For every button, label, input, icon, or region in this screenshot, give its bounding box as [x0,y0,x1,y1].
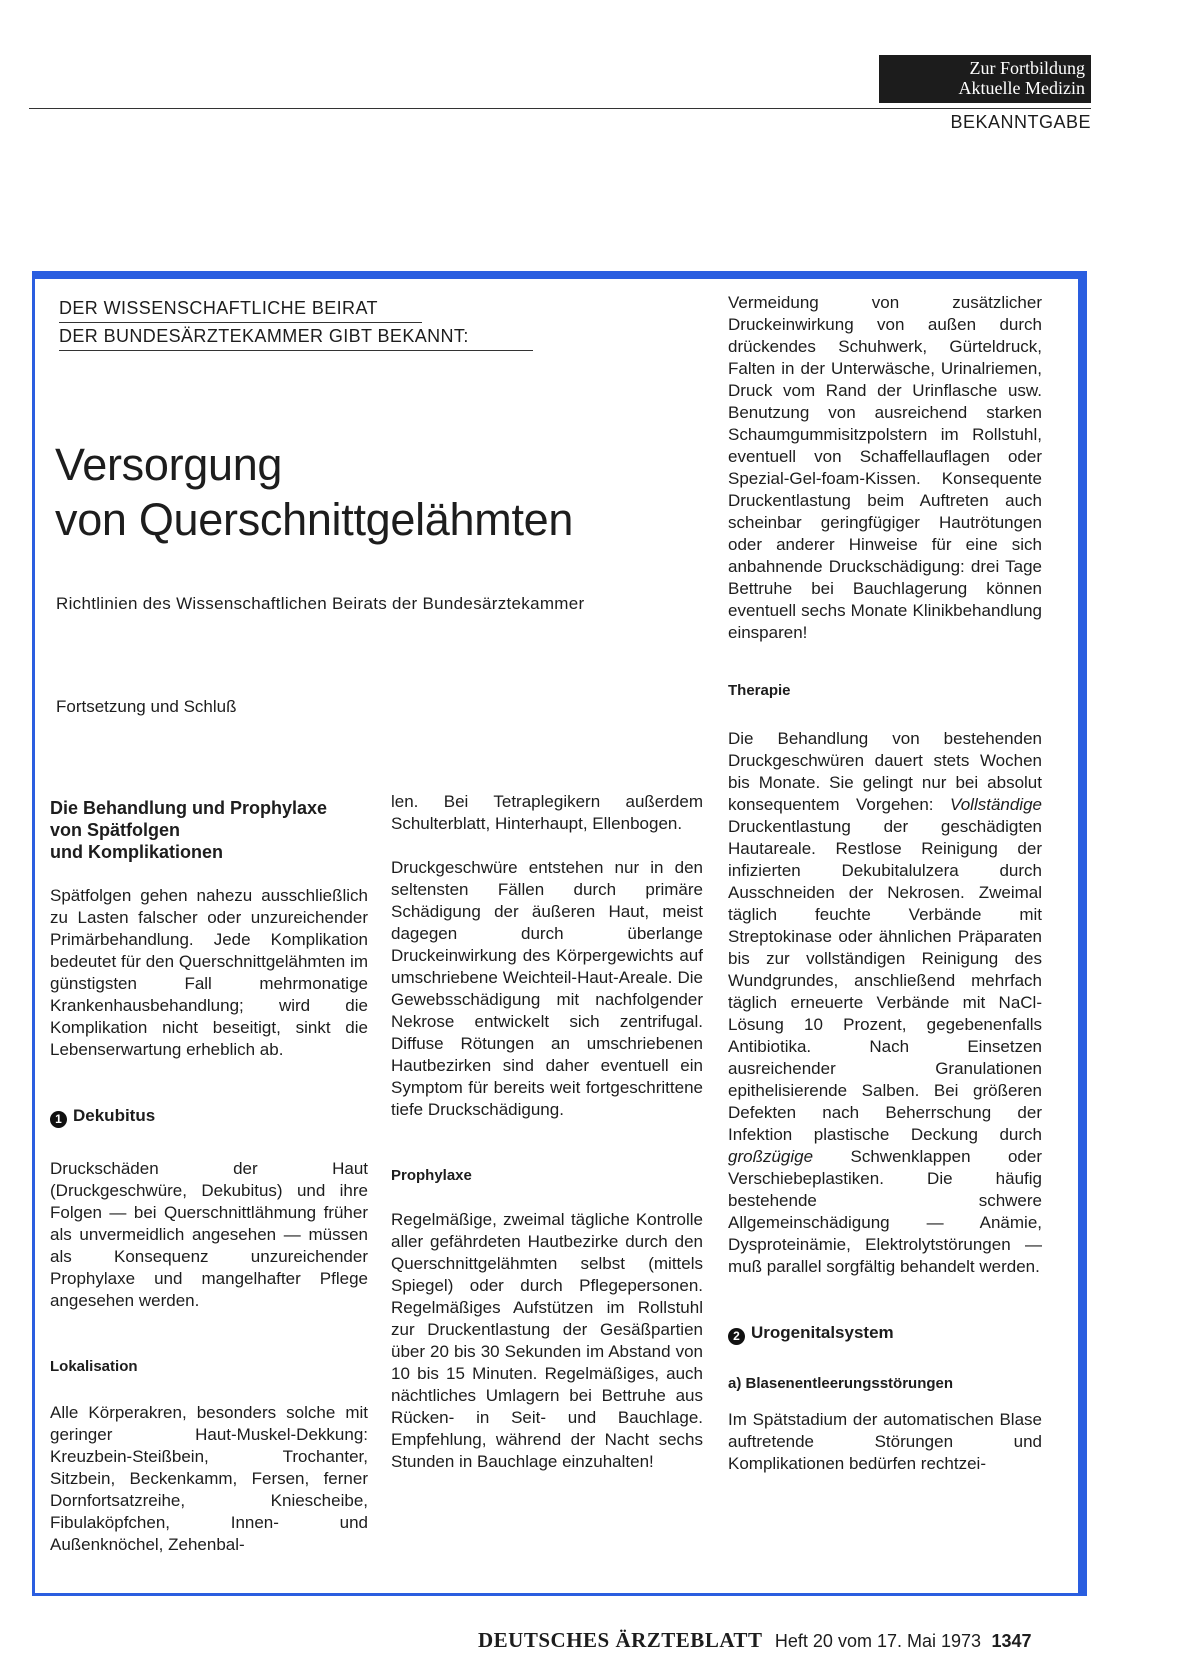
board-line-1: DER WISSENSCHAFTLICHE BEIRAT [59,298,378,318]
journal-name: DEUTSCHES ÄRZTEBLATT [478,1628,763,1652]
section-number-icon: 2 [728,1328,745,1345]
therapy-heading: Therapie [728,682,791,699]
main-heading-line: und Komplikationen [50,842,223,862]
section-title: Urogenitalsystem [751,1323,894,1342]
section-title: Dekubitus [73,1106,156,1125]
left-column [50,797,368,1556]
prophylaxis-heading: Prophylaxe [391,1167,472,1184]
continuation-note: Fortsetzung und Schluß [56,697,237,716]
main-heading-line: von Spätfolgen [50,820,180,840]
therapy-emphasis-2: großzügige [728,1147,814,1166]
section-label-line-1: Zur Fortbildung [969,58,1085,78]
therapy-text-b: Druckentlastung der geschädigten Hautareale. Restlose Reinigung der infizierten Dekubitalulzera durch Ausschneiden der Nekrosen. Zweimal täglich feuchte Verbände mit Streptokinase oder ähnlichen Präparaten bis zur vollständigen Reinigung des Wundgrundes, anschließend mehrfach täglich erneuerte Verbände mit NaCl-Lösung 10 Prozent, gegebenenfalls Antibiotika. Nach Einsetzen ausreichender Granulationen epithelisierende Salben. Bei größeren Defekten nach Beherrschung der Infektion plastische Deckung durch [728,817,1042,1144]
page-footer [478,1628,1084,1656]
article-subtitle: Richtlinien des Wissenschaftlichen Beirats der Bundesärztekammer [56,594,585,613]
board-rule-2 [59,350,533,351]
article-title-line-1: Versorgung [55,439,283,490]
middle-column [391,791,703,1473]
intro-paragraph: Spätfolgen gehen nahezu ausschließlich zu Lasten falscher oder unzureichender Primärbehandlung. Jede Komplikation bedeutet für den Querschnittgelähmten im günstigsten Fall mehrmonatige Krankenhausbehandlung; wird die Komplikation nicht beseitigt, sinkt die Lebenserwartung erheblich ab. [50,886,368,1059]
section-label-line-2: Aktuelle Medizin [958,78,1085,98]
right-column [728,292,1042,1475]
continued-paragraph: len. Bei Tetraplegikern außerdem Schulterblatt, Hinterhaupt, Ellenbogen. [391,792,703,833]
pressure-paragraph: Druckgeschwüre entstehen nur in den seltensten Fällen durch primäre Schädigung der äußeren Haut, meist dagegen durch überlange Druckeinwirkung des Körpergewichts auf umschriebene Weichteil-Haut-Areale. Die Gewebsschädigung mit nachfolgender Nekrose entwickelt sich zentrifugal. Diffuse Rötungen an umschriebenen Hautbezirken sind daher eventuell ein Symptom für bereits weit fortgeschrittene tiefe Druckschädigung. [391,858,703,1119]
announcement-label: BEKANNTGABE [950,112,1091,132]
subsection-paragraph: Im Spätstadium der automatischen Blase auftretende Störungen und Komplikationen bedürfen rechtzei- [728,1410,1042,1473]
dekubitus-paragraph: Druckschäden der Haut (Druckgeschwüre, Dekubitus) und ihre Folgen — bei Querschnittlähmung früher als unvermeidlich angesehen — müssen als Konsequenz unzureichender Prophylaxe und mangelhafter Pflege angesehen werden. [50,1159,368,1310]
therapy-text-c: Schwenklappen oder Verschiebeplastiken. Die häufig bestehende schwere Allgemeinschädigung — Anämie, Dysproteinämie, Elektrolytstörungen — muß parallel sorgfältig behandelt werden. [728,1147,1042,1276]
localization-paragraph: Alle Körperakren, besonders solche mit geringer Haut-Muskel-Dekkung: Kreuzbein-Steißbein, Trochanter, Sitzbein, Beckenkamm, Fersen, ferner Dornfortsatzreihe, Kniescheibe, Fibulaköpfchen, Innen- und Außenknöchel, Zehenbal- [50,1403,368,1554]
subsection-heading: a) Blasenentleerungsstörungen [728,1375,954,1392]
prophylaxis-paragraph: Regelmäßige, zweimal tägliche Kontrolle aller gefährdeten Hautbezirke durch den Querschnittgelähmten selbst (mittels Spiegel) oder durch Pflegepersonen. Regelmäßiges Aufstützen im Rollstuhl zur Druckentlastung der Gesäßpartien über 20 bis 30 Sekunden im Abstand von 10 bis 15 Minuten. Regelmäßiges, auch nächtliches Umlagern bei Bettruhe aus Rücken- in Seit- und Bauchlage. Empfehlung, während der Nacht sechs Stunden in Bauchlage einzuhalten! [391,1210,703,1471]
localization-heading: Lokalisation [50,1358,138,1375]
therapy-paragraph [728,728,1042,1278]
section-label [879,55,1091,103]
section-heading-urogenital [728,1322,1042,1345]
continued-paragraph: Vermeidung von zusätzlicher Druckeinwirkung von außen durch drückendes Schuhwerk, Gürteldruck, Falten in der Unterwäsche, Urinalriemen, Druck vom Rand der Urinflasche usw. Benutzung von ausreichend starken Schaumgummisitzpolstern im Rollstuhl, eventuell von Schaffellauflagen oder Spezial-Gel-foam-Kissen. Konsequente Druckentlastung beim Auftreten auch scheinbar geringfügiger Hautrötungen oder anderer Hinweise für eine sich anbahnende Druckschädigung: drei Tage Bettruhe bei Bauchlagerung können eventuell sechs Monate Klinikbehandlung einsparen! [728,293,1042,642]
therapy-text-a: Die Behandlung von bestehenden Druckgeschwüren dauert stets Wochen bis Monate. Sie gelingt nur bei absolut konsequentem Vorgehen: [728,729,1042,814]
board-line-2: DER BUNDESÄRZTEKAMMER GIBT BEKANNT: [59,326,469,346]
main-heading [50,797,368,863]
page-number: 1347 [991,1631,1032,1651]
article-title-line-2: von Querschnittgelähmten [55,494,574,545]
section-heading-dekubitus [50,1105,368,1128]
issue-info: Heft 20 vom 17. Mai 1973 [774,1631,982,1651]
board-rule-1 [59,322,422,323]
article-title [55,437,675,547]
main-heading-line: Die Behandlung und Prophylaxe [50,798,328,818]
header-rule [29,108,1091,109]
section-number-icon: 1 [50,1111,67,1128]
therapy-emphasis-1: Vollständige [950,795,1042,814]
